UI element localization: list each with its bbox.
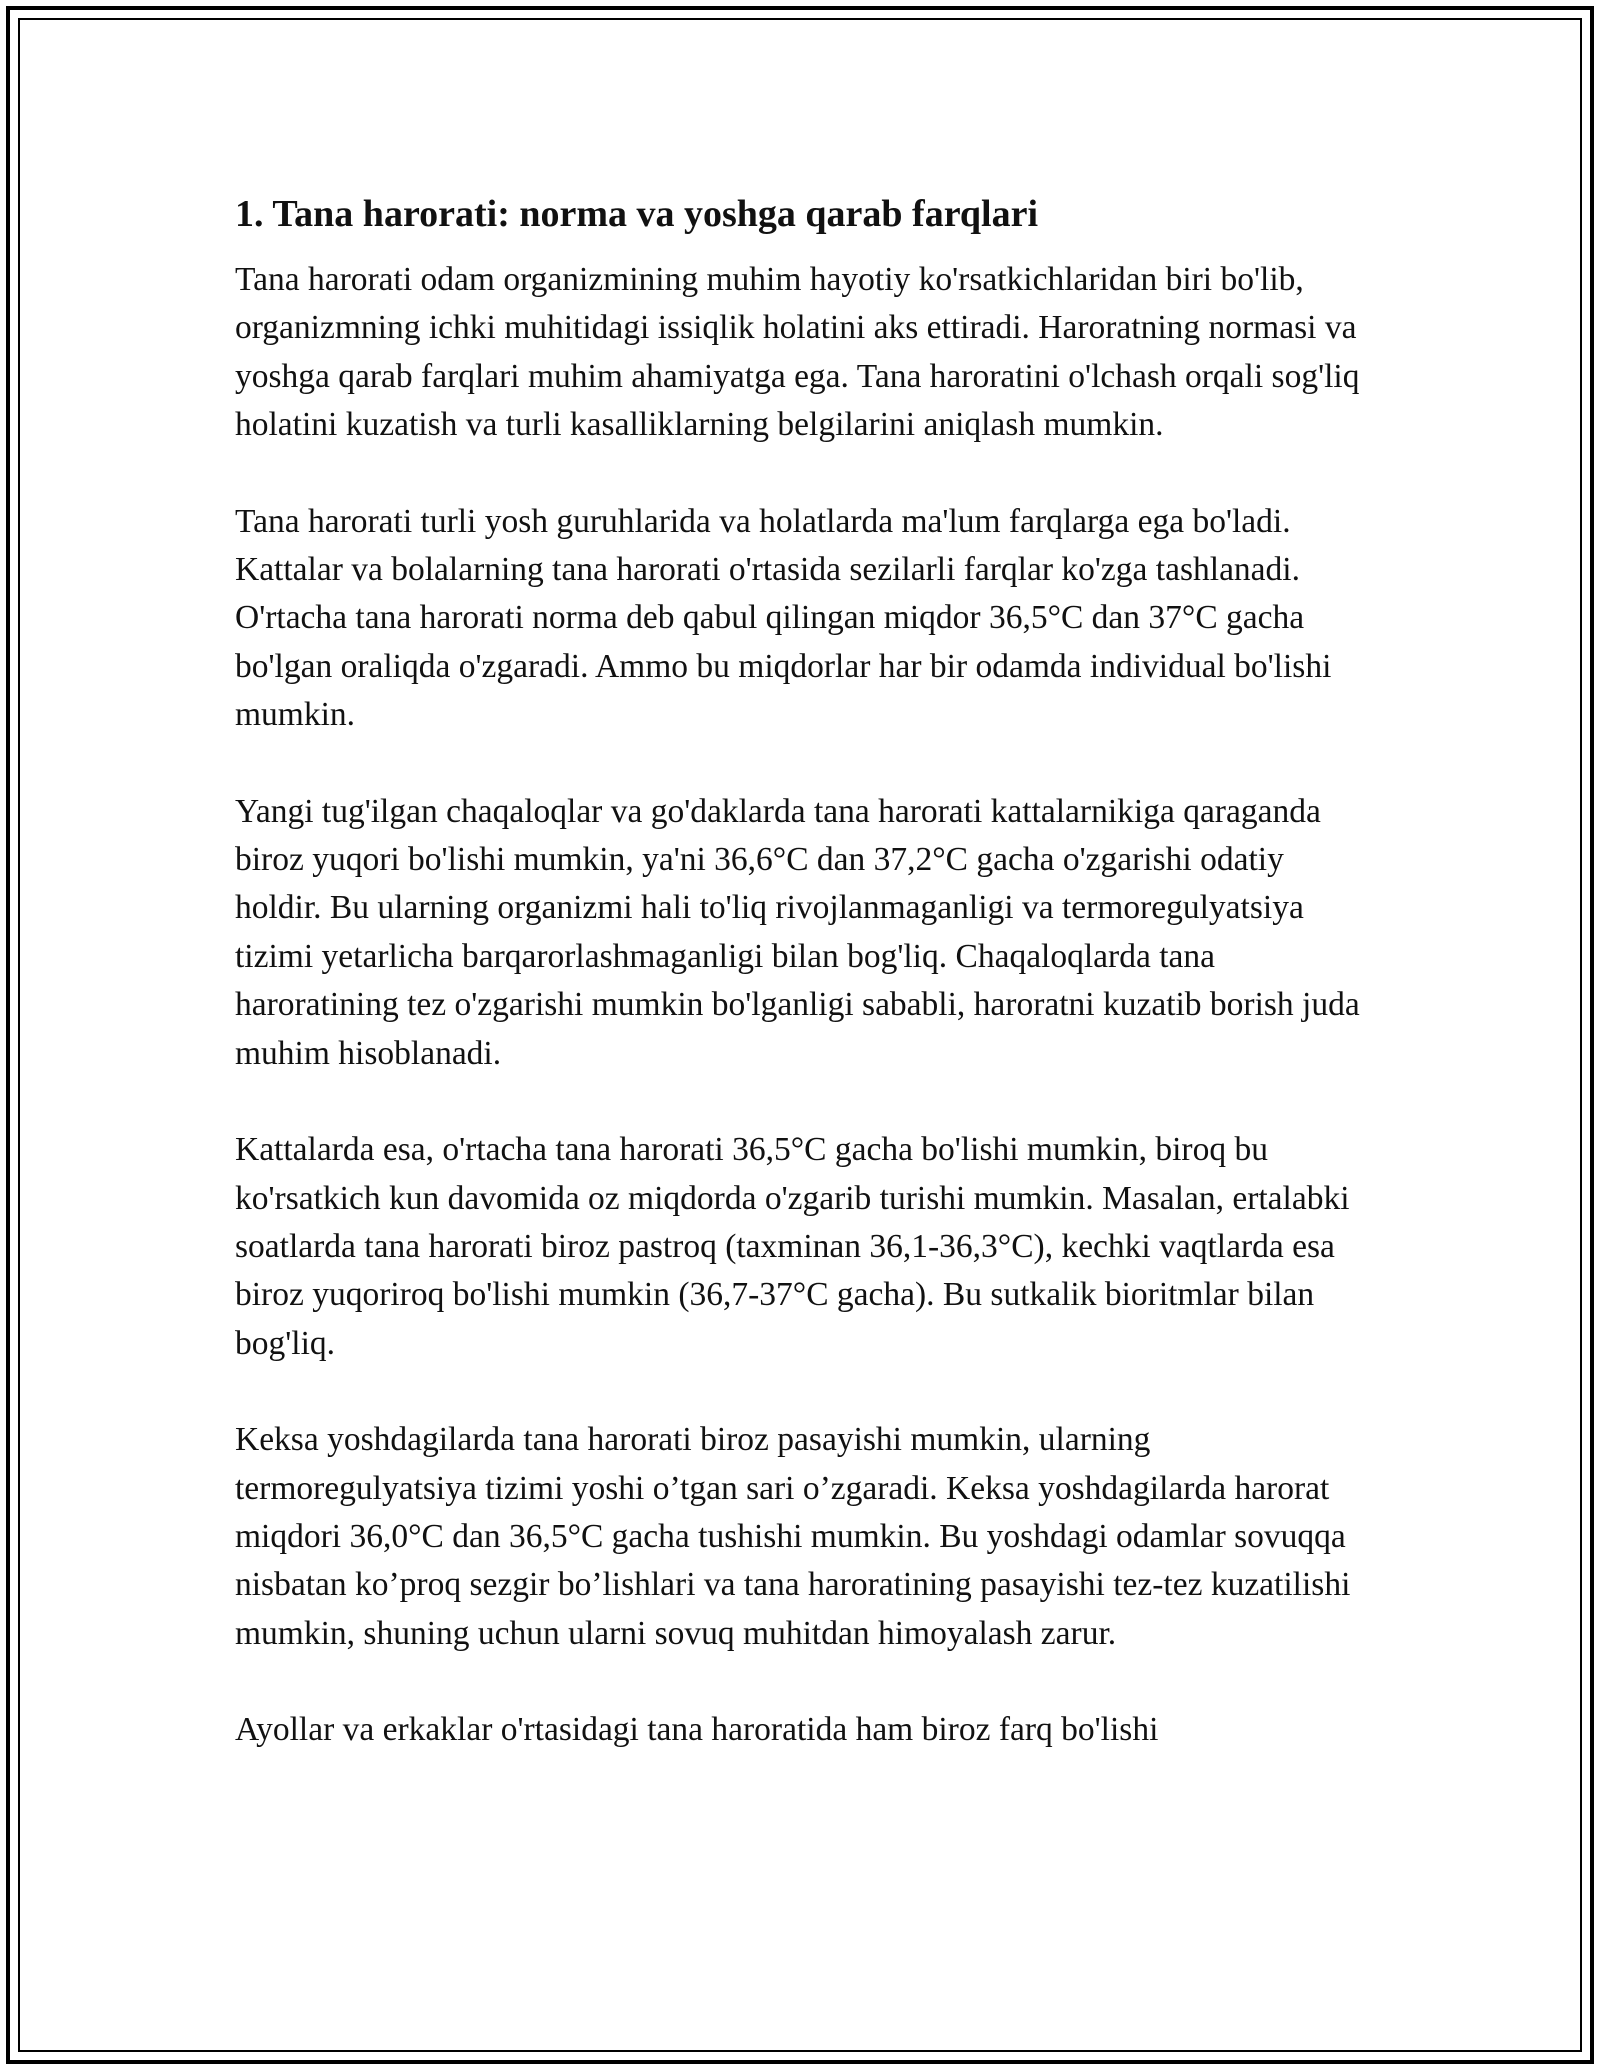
section-heading: 1. Tana harorati: norma va yoshga qarab farqlari xyxy=(235,193,1039,235)
paragraph-age-groups: Tana harorati turli yosh guruhlarida va holatlarda ma'lum farqlarga ega bo'ladi. Kattalar va bolalarning tana harorati o'rtasida sezilarli farqlar ko'zga tashlanadi. O'rtacha tana harorati norma deb qabul qilingan miqdor 36,5°C dan 37°C gacha bo'lgan oraliqda o'zgaradi. Ammo bu miqdorlar har bir odamda individual bo'lishi mumkin. xyxy=(235,502,1332,734)
paragraph-elderly: Keksa yoshdagilarda tana harorati biroz pasayishi mumkin, ularning termoregulyatsiya tizimi yoshi o’tgan sari o’zgaradi. Keksa yoshdagilarda harorat miqdori 36,0°C dan 36,5°C gacha tushishi mumkin. Bu yoshdagi odamlar sovuqqa nisbatan ko’proq sezgir bo’lishlari va tana haroratining pasayishi tez-tez kuzatilishi mumkin, shuning uchun ularni sovuq muhitdan himoyalash zarur. xyxy=(235,1421,1351,1652)
paragraph-newborns: Yangi tug'ilgan chaqaloqlar va go'daklarda tana harorati kattalarnikiga qaraganda biroz yuqori bo'lishi mumkin, ya'ni 36,6°C dan 37,2°C gacha o'zgarishi odatiy holdir. Bu ularning organizmi hali to'liq rivojlanmaganligi va termoregulyatsiya tizimi yetarlicha barqarorlashmaganligi bilan bog'liq. Chaqaloqlarda tana haroratining tez o'zgarishi mumkin bo'lganligi sababli, haroratni kuzatib borish juda muhim hisoblanadi. xyxy=(235,792,1360,1072)
paragraph-gender: Ayollar va erkaklar o'rtasidagi tana haroratida ham biroz farq bo'lishi xyxy=(235,1711,1159,1749)
paragraph-adults: Kattalarda esa, o'rtacha tana harorati 36,5°C gacha bo'lishi mumkin, biroq bu ko'rsatkich kun davomida oz miqdorda o'zgarib turishi mumkin. Masalan, ertalabki soatlarda tana harorati biroz pastroq (taxminan 36,1-36,3°C), kechki vaqtlarda esa biroz yuqoriroq bo'lishi mumkin (36,7-37°C gacha). Bu sutkalik bioritmlar bilan bog'liq. xyxy=(235,1131,1350,1362)
paragraph-intro: Tana harorati odam organizmining muhim hayotiy ko'rsatkichlaridan biri bo'lib, organizmning ichki muhitidagi issiqlik holatini aks ettiradi. Haroratning normasi va yoshga qarab farqlari muhim ahamiyatga ega. Tana haroratini o'lchash orqali sog'liq holatini kuzatish va turli kasalliklarning belgilarini aniqlash mumkin. xyxy=(235,261,1360,444)
document-body xyxy=(235,188,1375,1803)
